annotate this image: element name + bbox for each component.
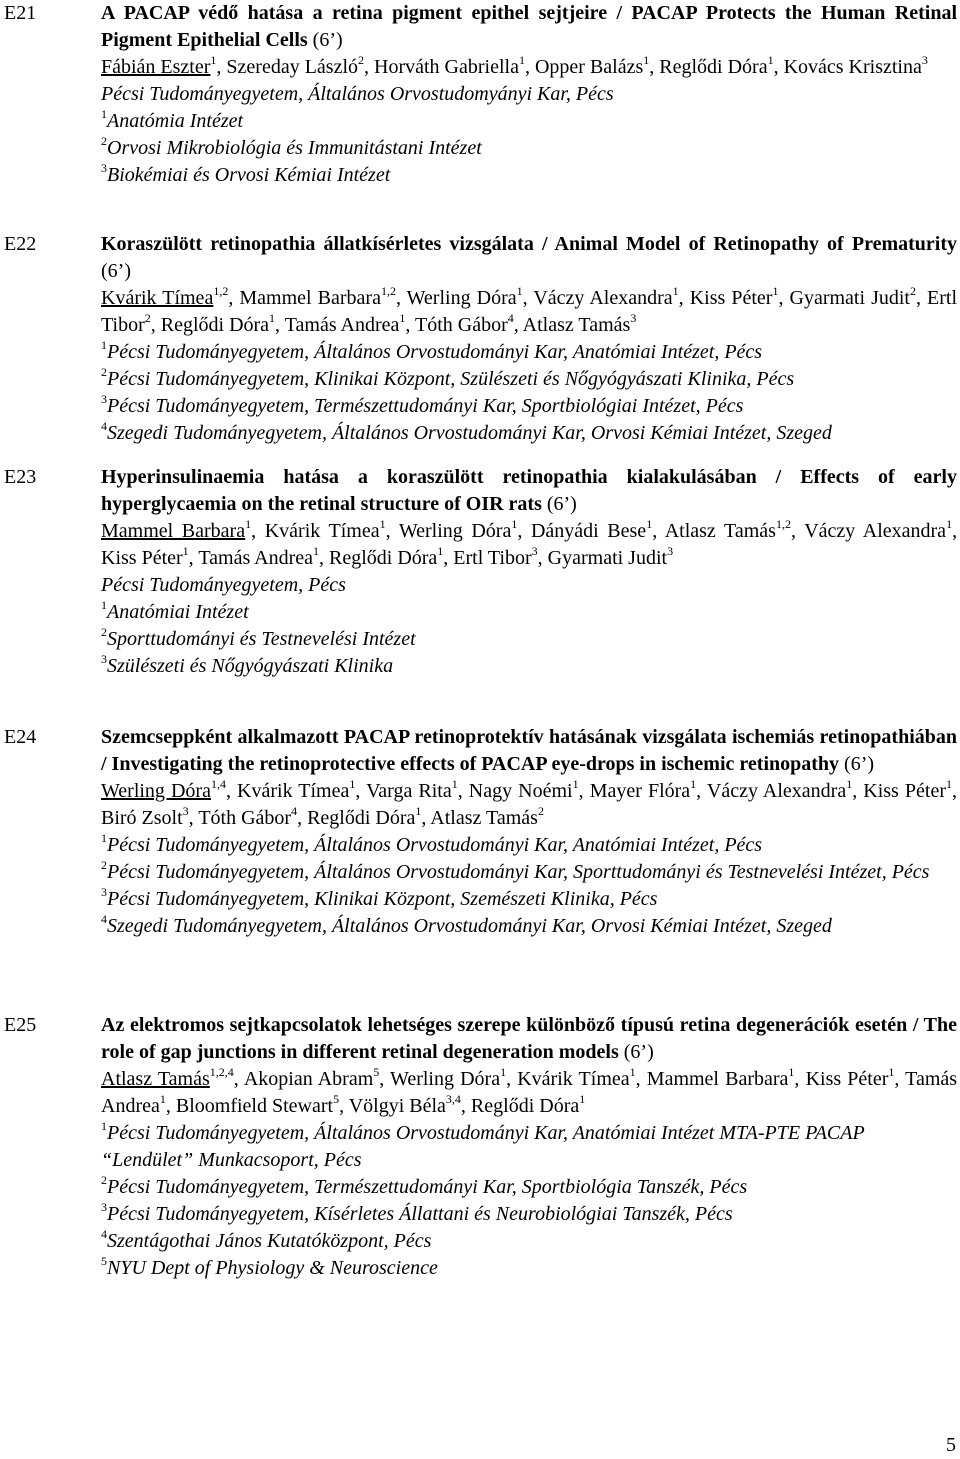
affiliation-line [101,393,957,420]
author-separator: , [150,314,161,336]
entry-content [101,1012,957,1282]
author-separator: , [649,56,660,78]
author-separator: , [339,1095,349,1117]
author-name: Váczy Alexandra [804,520,947,542]
title-text: A PACAP védő hatása a retina pigment epithel sejtjeire / PACAP Protects the Human Retinal Pigment Epithelial Cells [101,2,957,51]
author-separator: , [506,1068,518,1090]
author-separator: , [894,1068,906,1090]
author-separator: , [773,56,784,78]
presenting-author-name: Kvárik Tímea [101,287,214,309]
author-name: Váczy Alexandra [706,780,847,802]
affiliation-text: Pécsi Tudományegyetem, Klinikai Központ, Szülészeti és Nőgyógyászati Klinika, Pécs [107,368,795,390]
author-separator: , [405,314,415,336]
entry-content [101,464,957,680]
author-name: Mammel Barbara [646,1068,789,1090]
author-affiliation-mark: 1 [500,1065,507,1080]
presenting-author-name: Atlasz Tamás [101,1068,210,1090]
author-affiliation-mark: 1,2 [775,517,791,532]
author-affiliation-mark: 3 [921,53,928,68]
duration: (6’) [312,29,343,51]
affiliation-text: Pécsi Tudományegyetem, Természettudományi Kar, Sportbiológia Tanszék, Pécs [107,1176,748,1198]
affiliation-number: 1 [101,831,107,846]
affiliation-number: 2 [101,365,107,380]
author-name: Gyarmati Judit [789,287,910,309]
author-name: Mammel Barbara [239,287,381,309]
author-separator: , [364,56,375,78]
author-affiliation-mark: 3 [531,544,538,559]
affiliation-list [101,1120,957,1282]
author-separator: , [696,780,707,802]
author-name: Atlasz Tamás [430,807,538,829]
affiliation-number: 1 [101,338,107,353]
author-affiliation-mark: 3 [630,311,637,326]
author-separator: , [233,1068,244,1090]
author-name: Kvárik Tímea [517,1068,630,1090]
author-affiliation-mark: 1 [788,1065,795,1080]
affiliation-number: 2 [101,134,107,149]
author-name: Reglődi Dóra [328,547,438,569]
author-name: Dányádi Bese [530,520,647,542]
affiliation-number: 4 [101,419,107,434]
affiliation-text: Pécsi Tudományegyetem, Általános Orvostudományi Kar, Anatómiai Intézet, Pécs [107,834,763,856]
author-affiliation-mark: 1,2 [380,284,396,299]
author-separator: , [952,780,957,802]
affiliation-list [101,572,957,680]
author-affiliation-mark: 1 [379,517,386,532]
author-list [101,54,957,81]
affiliation-line [101,1255,957,1282]
affiliation-line [101,653,957,680]
author-affiliation-mark: 1 [312,544,319,559]
author-name: Tamás Andrea [198,547,313,569]
author-affiliation-mark: 3,4 [445,1092,461,1107]
author-separator: , [379,1068,391,1090]
author-separator: , [216,56,227,78]
affiliation-text: Anatómiai Intézet [107,601,249,623]
affiliation-text: Biokémiai és Orvosi Kémiai Intézet [107,164,391,186]
author-affiliation-mark: 1 [511,517,518,532]
author-name: Ertl Tibor [453,547,532,569]
entry-content [101,231,957,447]
affiliation-text: Pécsi Tudományegyetem, Általános Orvostudományi Kar, Anatómiai Intézet, Pécs [107,341,763,363]
author-separator: , [524,56,535,78]
affiliation-line [101,108,957,135]
affiliation-number: 1 [101,107,107,122]
author-name: Reglődi Dóra [307,807,416,829]
author-name: Reglődi Dóra [470,1095,580,1117]
affiliation-line [101,1120,957,1174]
entry-code: E23 [4,466,37,488]
author-separator: , [165,1095,176,1117]
author-affiliation-mark: 1 [437,544,444,559]
author-affiliation-mark: 1 [516,284,523,299]
author-affiliation-mark: 5 [333,1092,340,1107]
entry-code: E25 [4,1014,37,1036]
affiliation-text: Pécsi Tudományegyetem, Klinikai Központ, Szemészeti Klinika, Pécs [107,888,658,910]
affiliation-number: 2 [101,858,107,873]
duration: (6’) [546,493,577,515]
author-separator: , [421,807,431,829]
page-number: 5 [946,1434,956,1456]
entry-code: E24 [4,726,37,748]
affiliation-number: 4 [101,912,107,927]
author-name: Tamás Andrea [284,314,400,336]
author-affiliation-mark: 1 [767,53,774,68]
affiliation-text: Szegedi Tudományegyetem, Általános Orvostudományi Kar, Orvosi Kémiai Intézet, Szeged [107,915,832,937]
affiliation-line [101,1174,957,1201]
duration: (6’) [623,1041,654,1063]
affiliation-text: Pécsi Tudományegyetem, Kísérletes Állattani és Neurobiológiai Tanszék, Pécs [107,1203,733,1225]
affiliation-line [101,572,957,599]
author-affiliation-mark: 1 [451,777,458,792]
affiliation-text: Szülészeti és Nőgyógyászati Klinika [107,655,394,677]
author-separator: , [225,780,238,802]
author-separator: , [355,780,367,802]
affiliation-number: 3 [101,161,107,176]
author-name: Mayer Flóra [589,780,691,802]
author-affiliation-mark: 1 [643,53,650,68]
author-separator: , [537,547,548,569]
author-affiliation-mark: 1 [415,804,422,819]
author-affiliation-mark: 1 [572,777,579,792]
affiliation-text: Szentágothai János Kutatóközpont, Pécs [107,1230,432,1252]
author-name: Tóth Gábor [198,807,292,829]
author-separator: , [578,780,590,802]
presenting-author-name: Fábián Eszter [101,56,211,78]
author-list [101,778,957,832]
author-name: Kiss Péter [805,1068,889,1090]
author-affiliation-mark: 2 [144,311,151,326]
author-affiliation-mark: 1,4 [210,777,226,792]
author-name: Kovács Krisztina [783,56,922,78]
author-name: Nagy Noémi [468,780,573,802]
author-separator: , [457,780,469,802]
author-affiliation-mark: 1 [579,1092,586,1107]
affiliation-text: Pécsi Tudományegyetem, Pécs [101,574,346,596]
author-name: Werling Dóra [390,1068,501,1090]
author-affiliation-mark: 1 [946,517,953,532]
author-name: Horváth Gabriella [374,56,519,78]
affiliation-line [101,420,957,447]
author-affiliation-mark: 1 [159,1092,166,1107]
presenting-author-name: Werling Dóra [101,780,211,802]
author-affiliation-mark: 3 [667,544,674,559]
affiliation-number: 3 [101,652,107,667]
affiliation-number: 3 [101,392,107,407]
author-affiliation-mark: 1 [399,311,406,326]
entry-content [101,0,957,189]
author-name: Kiss Péter [689,287,773,309]
entry-title [101,0,957,54]
duration: (6’) [844,753,875,775]
author-separator: , [678,287,690,309]
author-name: Biró Zsolt [101,807,183,829]
author-affiliation-mark: 3 [182,804,189,819]
author-separator: , [915,287,928,309]
author-separator: , [443,547,454,569]
author-separator: , [188,807,199,829]
affiliation-text: Anatómia Intézet [107,110,244,132]
author-separator: , [517,520,531,542]
author-name: Váczy Alexandra [533,287,673,309]
author-separator: , [635,1068,647,1090]
author-separator: , [513,314,523,336]
affiliation-list [101,339,957,447]
affiliation-line [101,832,957,859]
entry-title [101,231,957,285]
author-affiliation-mark: 1 [182,544,189,559]
author-separator: , [395,287,407,309]
affiliation-line [101,886,957,913]
author-affiliation-mark: 1 [946,777,952,792]
affiliation-number: 3 [101,885,107,900]
title-text: Hyperinsulinaemia hatása a koraszülött retinopathia kialakulásában / Effects of early hyperglycaemia on the retinal structure of OIR rats [101,466,957,515]
author-name: Reglődi Dóra [160,314,270,336]
author-name: Völgyi Béla [348,1095,446,1117]
duration: (6’) [101,260,131,282]
author-name: Kiss Péter [863,780,946,802]
affiliation-line [101,1228,957,1255]
affiliation-number: 3 [101,1200,107,1215]
affiliation-text: NYU Dept of Physiology & Neuroscience [107,1257,438,1279]
entry-title [101,724,957,778]
affiliation-line [101,366,957,393]
presenting-author-name: Mammel Barbara [101,520,246,542]
author-affiliation-mark: 4 [291,804,298,819]
author-name: Werling Dóra [398,520,512,542]
author-separator: , [460,1095,471,1117]
author-list [101,518,957,572]
author-affiliation-mark: 1 [888,1065,895,1080]
affiliation-text: Orvosi Mikrobiológia és Immunitástani Intézet [107,137,482,159]
entry-title [101,464,957,518]
affiliation-number: 1 [101,598,107,613]
author-affiliation-mark: 2 [537,804,544,819]
entry-code: E22 [4,233,37,255]
affiliation-line [101,1201,957,1228]
author-name: Bloomfield Stewart [175,1095,334,1117]
author-affiliation-mark: 1 [672,284,679,299]
author-affiliation-mark: 1 [210,53,217,68]
author-name: Kiss Péter [101,547,183,569]
author-affiliation-mark: 1 [349,777,356,792]
author-name: Akopian Abram [243,1068,374,1090]
author-separator: , [852,780,864,802]
entry-code: E21 [4,2,37,24]
author-separator: , [297,807,308,829]
title-text: Szemcseppként alkalmazott PACAP retinoprotektív hatásának vizsgálata ischemiás retinopathiában / Investigating the retinoprotective effects of PACAP eye-drops in ischemic retinopathy [101,726,957,775]
author-affiliation-mark: 1 [269,311,276,326]
author-affiliation-mark: 1 [245,517,252,532]
author-name: Opper Balázs [534,56,644,78]
affiliation-line [101,135,957,162]
author-separator: , [318,547,329,569]
affiliation-number: 4 [101,1227,107,1242]
affiliation-line [101,913,957,940]
affiliation-line [101,859,957,886]
author-separator: , [522,287,534,309]
affiliation-text: Pécsi Tudományegyetem, Természettudományi Kar, Sportbiológiai Intézet, Pécs [107,395,744,417]
author-affiliation-mark: 1,2 [213,284,229,299]
author-name: Atlasz Tamás [522,314,631,336]
affiliation-text: Szegedi Tudományegyetem, Általános Orvostudományi Kar, Orvosi Kémiai Intézet, Szeged [107,422,832,444]
affiliation-line [101,162,957,189]
affiliation-line [101,626,957,653]
author-separator: , [790,520,805,542]
affiliation-list [101,81,957,189]
affiliation-text: Sporttudományi és Testnevelési Intézet [107,628,416,650]
author-separator: , [778,287,790,309]
author-affiliation-mark: 1 [629,1065,636,1080]
author-name: Werling Dóra [406,287,517,309]
author-name: Gyarmati Judit [547,547,668,569]
entry-content [101,724,957,940]
author-name: Szereday László [226,56,359,78]
author-affiliation-mark: 1 [646,517,653,532]
author-separator: , [275,314,285,336]
affiliation-number: 1 [101,1119,107,1134]
author-separator: , [794,1068,806,1090]
author-separator: , [251,520,265,542]
author-separator: , [188,547,199,569]
title-text: Koraszülött retinopathia állatkísérletes vizsgálata / Animal Model of Retinopathy of Prematurity [101,233,957,255]
author-affiliation-mark: 2 [909,284,916,299]
author-name: Tóth Gábor [415,314,508,336]
author-name: Kvárik Tímea [264,520,380,542]
author-separator: , [385,520,399,542]
author-name: Reglődi Dóra [659,56,768,78]
affiliation-line [101,81,957,108]
author-separator: , [652,520,665,542]
author-name: Atlasz Tamás [664,520,776,542]
author-list [101,285,957,339]
title-text: Az elektromos sejtkapcsolatok lehetséges szerepe különböző típusú retina degenerációk esetén / The role of gap junctions in different retinal degeneration models [101,1014,957,1063]
author-affiliation-mark: 1 [772,284,779,299]
author-name: Ertl Tibor [101,287,958,336]
author-affiliation-mark: 1 [846,777,853,792]
affiliation-line [101,339,957,366]
author-affiliation-mark: 2 [358,53,365,68]
author-list [101,1066,957,1120]
author-name: Tamás Andrea [101,1068,958,1117]
author-affiliation-mark: 1 [518,53,525,68]
author-affiliation-mark: 5 [373,1065,380,1080]
entry-title [101,1012,957,1066]
author-separator: , [952,520,958,542]
author-name: Varga Rita [366,780,452,802]
affiliation-number: 5 [101,1254,107,1269]
author-affiliation-mark: 4 [507,311,514,326]
affiliation-line [101,599,957,626]
affiliation-number: 2 [101,625,107,640]
affiliation-text: Pécsi Tudományegyetem, Általános Orvostudományi Kar, Anatómiai Intézet MTA-PTE PACAP “Lendület” Munkacsoport, Pécs [101,1122,865,1171]
author-separator: , [228,287,240,309]
affiliation-number: 2 [101,1173,107,1188]
author-affiliation-mark: 1 [690,777,697,792]
affiliation-text: Pécsi Tudományegyetem, Általános Orvostudományi Kar, Sporttudományi és Testnevelési Intézet, Pécs [107,861,930,883]
author-affiliation-mark: 1,2,4 [209,1065,234,1080]
author-name: Kvárik Tímea [237,780,350,802]
affiliation-list [101,832,957,940]
affiliation-text: Pécsi Tudományegyetem, Általános Orvostudomyányi Kar, Pécs [101,83,614,105]
